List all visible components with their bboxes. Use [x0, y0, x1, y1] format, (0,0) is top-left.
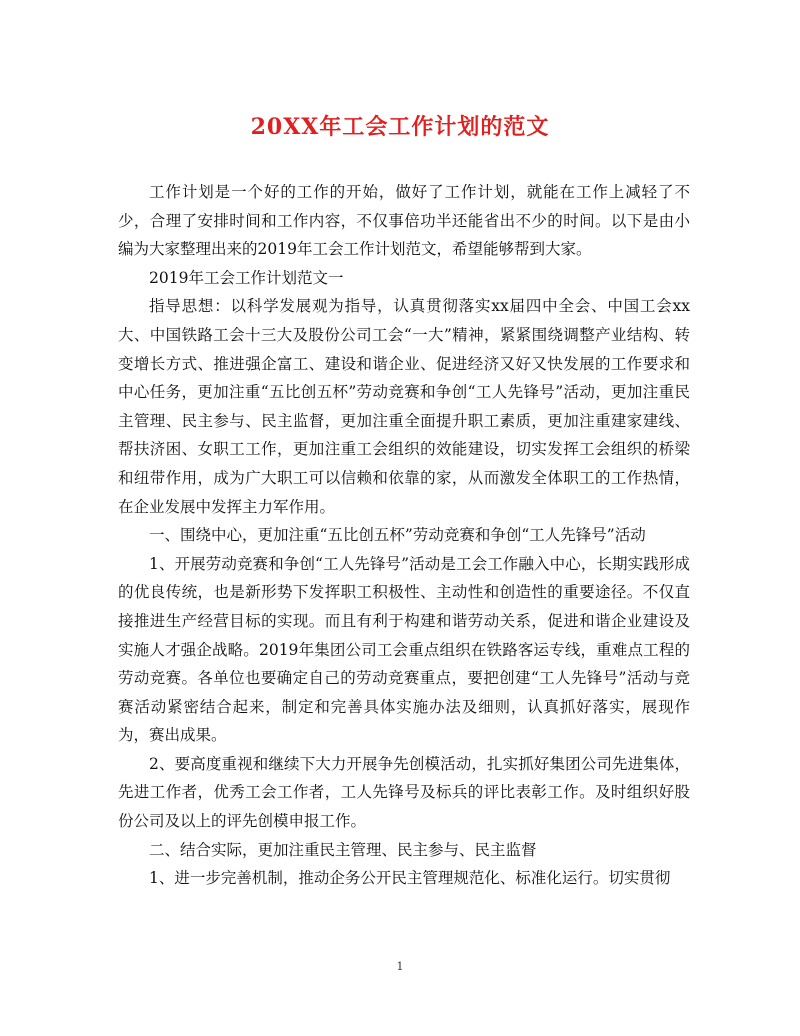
- document-title: 20XX年工会工作计划的范文: [250, 114, 550, 140]
- paragraph-1-2: 2、要高度重视和继续下大力开展争先创模活动，扎实抓好集团公司先进集体，先进工作者，优秀工会工作者，工人先锋号及标兵的评比表彰工作。及时组织好股份公司及以上的评先创模申报工作。: [118, 754, 690, 831]
- section-heading-1: 一、围绕中心，更加注重“五比创五杯”劳动竞赛和争创“工人先锋号”活动: [149, 526, 646, 545]
- page-number: 1: [396, 960, 404, 973]
- paragraph-intro: 工作计划是一个好的工作的开始，做好了工作计划，就能在工作上减轻了不少，合理了安排时间和工作内容，不仅事倍功半还能省出不少的时间。以下是由小编为大家整理出来的2019年工会工作计划范文，希望能够帮到大家。: [118, 183, 690, 259]
- paragraph-subtitle: 2019年工会工作计划范文一: [149, 268, 344, 287]
- paragraph-guiding-ideology: 指导思想：以科学发展观为指导，认真贯彻落实xx届四中全会、中国工会xx大、中国铁路工会十三大及股份公司工会“一大”精神，紧紧围绕调整产业结构、转变增长方式、推进强企富工、建设和谐企业、促进经济又好又快发展的工作要求和中心任务，更加注重“五比创五杯”劳动竞赛和争创“工人先锋号”活动，更加注重民主管理、民主参与、民主监督，更加注重全面提升职工素质，更加注重建家建线、帮扶济困、女职工工作，更加注重工会组织的效能建设，切实发挥工会组织的桥梁和纽带作用，成为广大职工可以信赖和依靠的家，从而激发全体职工的工作热情，在企业发展中发挥主力军作用。: [118, 297, 690, 516]
- document-body: [118, 178, 690, 893]
- section-heading-2: 二、结合实际，更加注重民主管理、民主参与、民主监督: [149, 840, 537, 859]
- paragraph-2-1: 1、进一步完善机制，推动企务公开民主管理规范化、标准化运行。切实贯彻: [149, 869, 671, 888]
- paragraph-1-1: 1、开展劳动竞赛和争创“工人先锋号”活动是工会工作融入中心，长期实践形成的优良传统，也是新形势下发挥职工积极性、主动性和创造性的重要途径。不仅直接推进生产经营目标的实现。而且有利于构建和谐劳动关系，促进和谐企业建设及实施人才强企战略。2019年集团公司工会重点组织在铁路客运专线，重难点工程的劳动竞赛。各单位也要确定自己的劳动竞赛重点，要把创建“工人先锋号”活动与竞赛活动紧密结合起来，制定和完善具体实施办法及细则，认真抓好落实，展现作为，赛出成果。: [118, 554, 690, 745]
